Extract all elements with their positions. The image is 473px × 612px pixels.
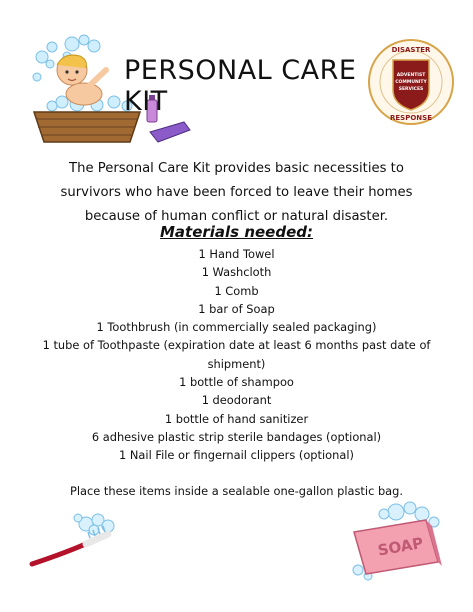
soap-label: SOAP — [376, 533, 425, 560]
toothbrush-illustration — [28, 512, 136, 572]
svg-text:SERVICES: SERVICES — [398, 87, 424, 92]
list-item: 1 Hand Towel — [198, 247, 275, 261]
svg-text:ADVENTIST: ADVENTIST — [396, 73, 426, 78]
materials-heading: Materials needed: — [159, 223, 314, 241]
list-item: 1 bottle of hand sanitizer — [164, 411, 309, 426]
svg-text:DISASTER: DISASTER — [391, 46, 431, 54]
list-item: 1 bottle of shampoo — [179, 375, 294, 390]
svg-text:RESPONSE: RESPONSE — [390, 114, 432, 122]
list-item: 1 Comb — [214, 283, 259, 298]
footer-note: Place these items inside a sealable one-gallon plastic bag. — [69, 484, 404, 498]
intro-paragraph: The Personal Care Kit provides basic necessities to survivors who have been forced to leave their homes because of human conflict or natural disaster. — [60, 161, 413, 224]
list-item: 6 adhesive plastic strip sterile bandages (optional) — [91, 429, 382, 444]
page-title: PERSONAL CARE KIT — [124, 55, 357, 117]
materials-list — [30, 245, 443, 465]
svg-text:COMMUNITY: COMMUNITY — [395, 80, 427, 85]
soap-bar-illustration — [348, 500, 444, 582]
list-item: 1 Toothbrush (in commercially sealed packaging) — [96, 320, 377, 335]
disaster-response-logo — [367, 38, 455, 126]
list-item: 1 deodorant — [201, 393, 272, 408]
list-item: 1 tube of Toothpaste (expiration date at least 6 months past date of shipment) — [42, 338, 431, 371]
list-item: 1 Nail File or fingernail clippers (optional) — [119, 448, 354, 463]
list-item: 1 Washcloth — [201, 265, 272, 280]
list-item: 1 bar of Soap — [198, 301, 275, 316]
